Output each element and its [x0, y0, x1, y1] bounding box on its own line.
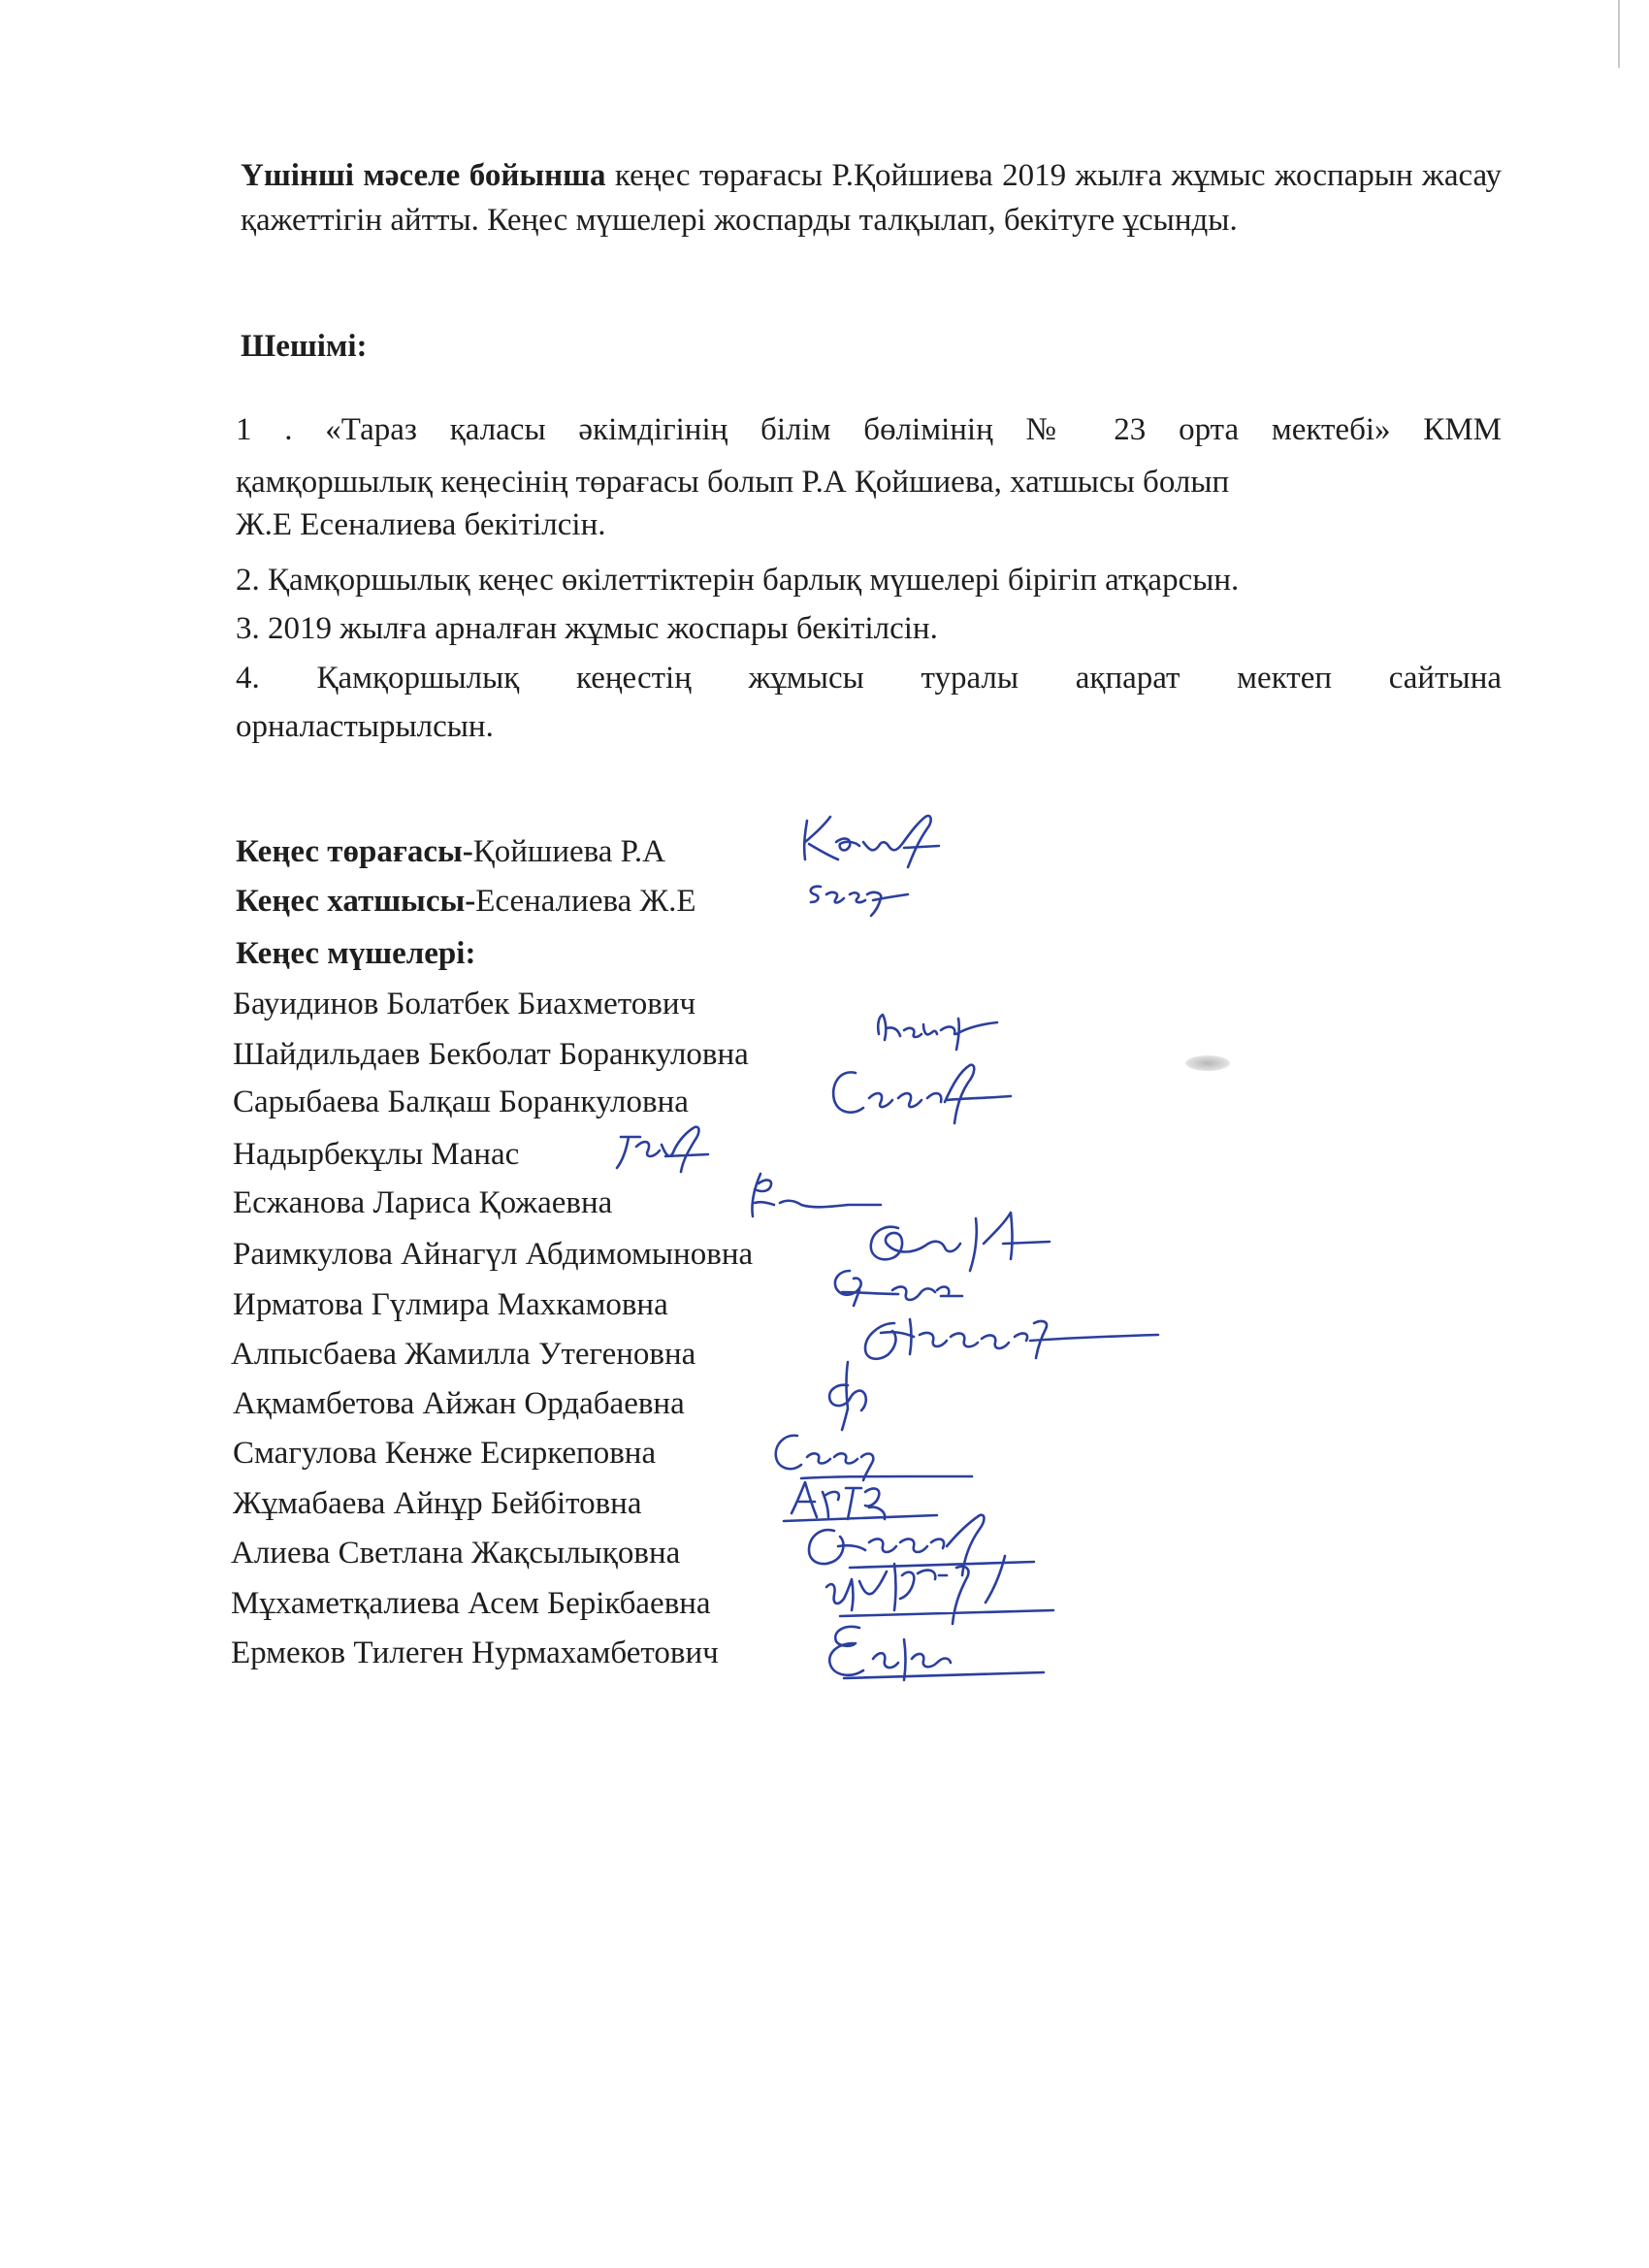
member-signature — [865, 1005, 1011, 1061]
decision-item-4-line-1: 4. Қамқоршылық кеңестің жұмысы туралы ақпарат мектеп сайтына — [236, 661, 1502, 696]
decision-item-3: 3. 2019 жылға арналған жұмыс жоспары бекітілсін. — [236, 611, 938, 646]
decision-item-1-line-3: Ж.Е Есеналиева бекітілсін. — [236, 507, 606, 542]
member-row: Алиева Светлана Жақсылықовна — [231, 1536, 681, 1571]
member-row: Алпысбаева Жамилла Утегеновна — [231, 1337, 696, 1372]
scan-edge — [1618, 0, 1620, 68]
chair-name: Қойшиева Р.А — [472, 834, 665, 869]
member-row: Шайдильдаев Бекболат Боранкуловна — [233, 1037, 749, 1072]
member-row: Ақмамбетова Айжан Ордабаевна — [233, 1386, 685, 1421]
decision-heading: Шешімі: — [241, 329, 368, 364]
member-row: Бауидинов Болатбек Биахметович — [233, 987, 696, 1021]
issue-body: кеңес төрағасы Р.Қойшиева 2019 жылға жұмыс жоспарын жасау қажеттігін айтты. Кеңес мүшелері жоспарды талқылап, бекітуге ұсынды. — [241, 158, 1503, 238]
member-signature — [844, 1304, 1164, 1374]
decision-item-1-line-2: қамқоршылық кеңесінің төрағасы болып Р.А Қойшиева, хатшысы болып — [236, 465, 1230, 500]
members-heading: Кеңес мүшелері: — [236, 936, 476, 971]
issue-lead: Үшінші мәселе бойынша — [241, 158, 606, 193]
issue-paragraph — [241, 153, 1502, 243]
member-row: Ирматова Гүлмира Махкамовна — [233, 1287, 668, 1322]
decision-item-1-line-1: 1 . «Тараз қаласы әкімдігінің білім бөлімінің № 23 орта мектебі» КММ — [236, 412, 1502, 447]
decision-item-2: 2. Қамқоршылық кеңес өкілеттіктерін барлық мүшелері бірігіп атқарсын. — [236, 563, 1240, 598]
member-row: Мұхаметқалиева Асем Берікбаевна — [231, 1586, 711, 1621]
member-row: Раимкулова Айнагүл Абдимомыновна — [233, 1237, 754, 1272]
decision-item-4-line-2: орналастырылсын. — [236, 709, 494, 744]
member-row: Ермеков Тилеген Нурмахамбетович — [231, 1636, 719, 1670]
member-signature — [821, 1055, 1015, 1133]
chair-row — [236, 829, 665, 874]
chair-signature — [795, 803, 951, 871]
secretary-row — [236, 879, 695, 923]
scan-smudge — [1185, 1055, 1230, 1071]
secretary-role: Кеңес хатшысы- — [236, 884, 476, 919]
member-row: Сарыбаева Балқаш Боранкуловна — [233, 1085, 689, 1119]
member-row: Есжанова Лариса Қожаевна — [233, 1185, 613, 1220]
member-row: Жұмабаева Айнұр Бейбітовна — [233, 1486, 642, 1521]
member-signature — [815, 1610, 1048, 1698]
member-row: Надырбекұлы Манас — [233, 1137, 520, 1172]
secretary-signature — [801, 871, 918, 920]
chair-role: Кеңес төрағасы- — [236, 834, 473, 869]
member-signature — [607, 1116, 724, 1183]
secretary-name: Есеналиева Ж.Е — [475, 884, 696, 919]
member-row: Смагулова Кенже Есиркеповна — [233, 1436, 657, 1471]
